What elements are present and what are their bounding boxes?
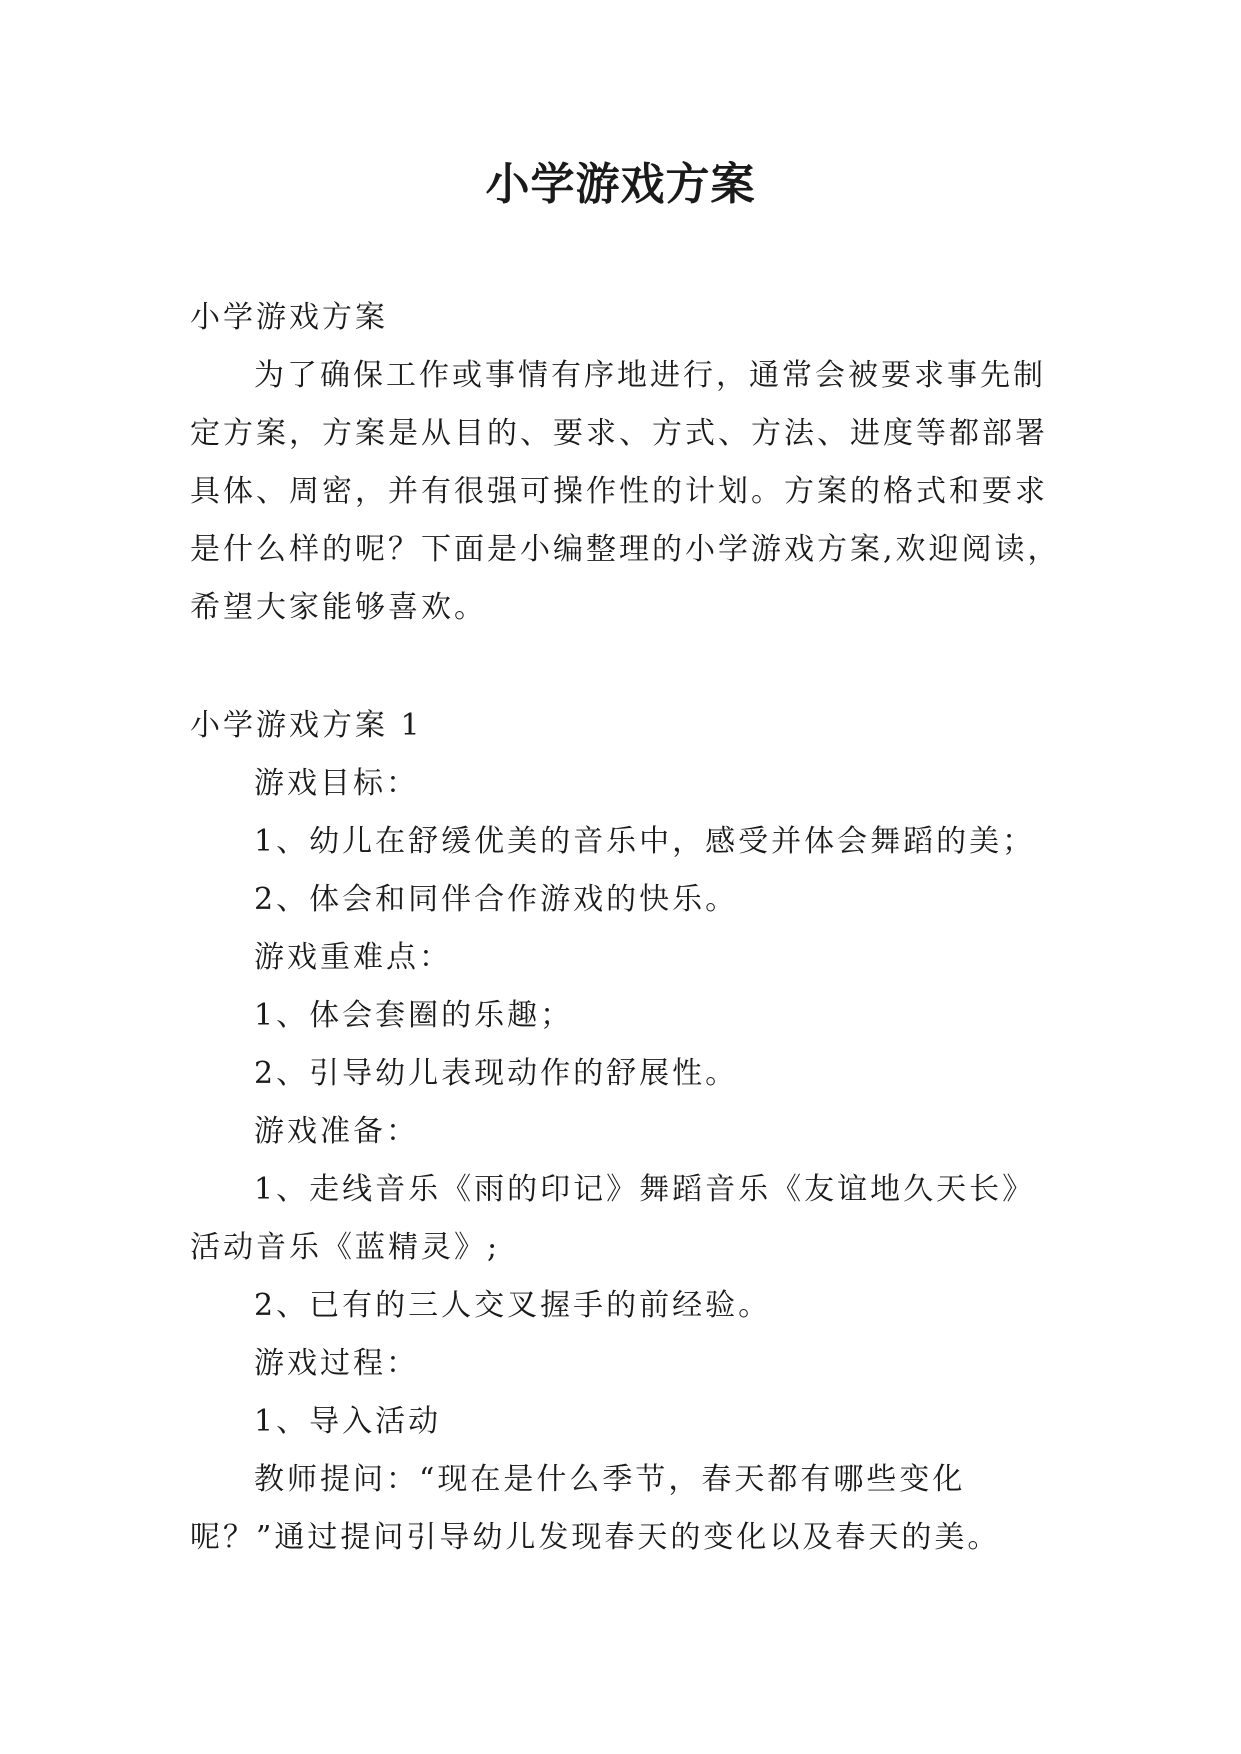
goal-item-1: 1、幼儿在舒缓优美的音乐中，感受并体会舞蹈的美； bbox=[254, 824, 1036, 859]
process-label: 游戏过程： bbox=[254, 1346, 419, 1381]
intro-heading: 小学游戏方案 bbox=[190, 300, 388, 335]
goal-item-2: 2、体会和同伴合作游戏的快乐。 bbox=[254, 882, 739, 917]
prep-item-1: 1、走线音乐《雨的印记》舞蹈音乐《友谊地久天长》活动音乐《蓝精灵》; bbox=[190, 1172, 1036, 1265]
keypoint-item-2: 2、引导幼儿表现动作的舒展性。 bbox=[254, 1056, 739, 1091]
section-1-heading: 小学游戏方案 1 bbox=[190, 708, 423, 743]
intro-paragraph: 为了确保工作或事情有序地进行，通常会被要求事先制定方案，方案是从目的、要求、方式、方法、进度等都部署具体、周密，并有很强可操作性的计划。方案的格式和要求是什么样的呢？下面是小编整理的小学游戏方案,欢迎阅读，希望大家能够喜欢。 bbox=[190, 358, 1061, 625]
document-title: 小学游戏方案 bbox=[485, 159, 756, 210]
keypoint-item-1: 1、体会套圈的乐趣； bbox=[254, 998, 574, 1033]
prep-item-2: 2、已有的三人交叉握手的前经验。 bbox=[254, 1288, 772, 1323]
section-1 bbox=[190, 697, 1065, 1567]
keypoints-label: 游戏重难点： bbox=[254, 940, 452, 975]
process-step-1-text: 教师提问：“现在是什么季节，春天都有哪些变化呢？”通过提问引导幼儿发现春天的变化以及春天的美。 bbox=[190, 1462, 1001, 1555]
goals-label: 游戏目标： bbox=[254, 766, 419, 801]
prep-label: 游戏准备： bbox=[254, 1114, 419, 1149]
process-step-1: 1、导入活动 bbox=[254, 1404, 442, 1439]
